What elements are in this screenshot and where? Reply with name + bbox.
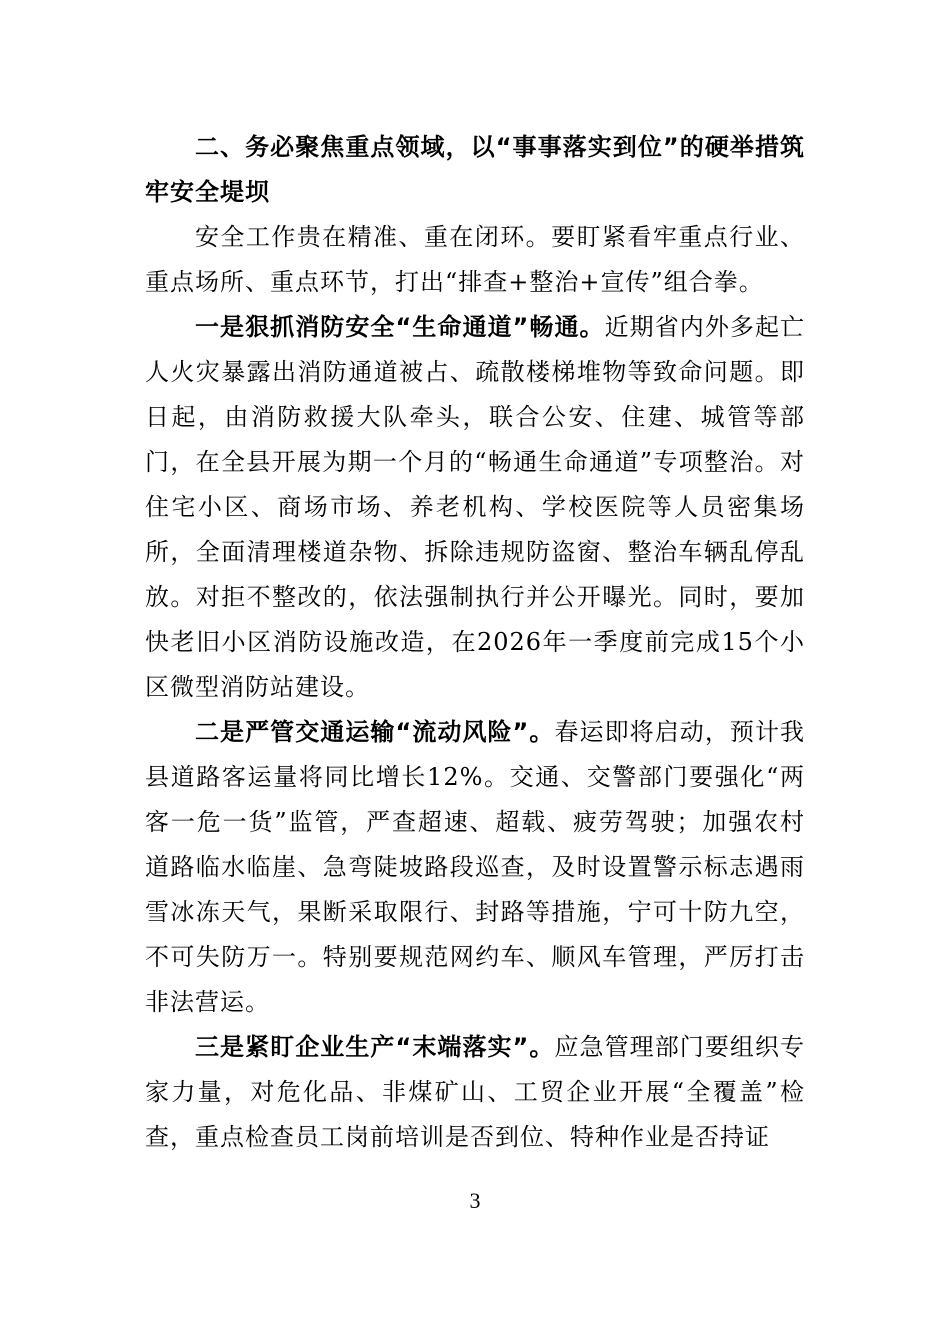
paragraph-lead: 二是严管交通运输“流动风险”。 (195, 718, 555, 746)
section-intro: 安全工作贵在精准、重在闭环。要盯紧看牢重点行业、重点场所、重点环节，打出“排查+整治+宣传”组合拳。 (145, 223, 805, 296)
paragraph-body: 春运即将启动，预计我县道路客运量将同比增长12%。交通、交警部门要强化“两客一危一货”监管，严查超速、超载、疲劳驾驶；加强农村道路临水临崖、急弯陡坡路段巡查，及时设置警示标志遇雨雪冰冻天气，果断采取限行、封路等措施，宁可十防九空，不可失防万一。特别要规范网约车、顺风车管理，严厉打击非法营运。 (145, 718, 806, 1016)
document-body (145, 125, 805, 1160)
paragraph-lead: 三是紧盯企业生产“末端落实”。 (195, 1033, 555, 1061)
paragraph-item-2 (145, 710, 805, 1025)
paragraph-body: 应急管理部门要组织专家力量，对危化品、非煤矿山、工贸企业开展“全覆盖”检查，重点检查员工岗前培训是否到位、特种作业是否持证 (145, 1033, 806, 1151)
section-heading: 二、务必聚焦重点领域，以“事事落实到位”的硬举措筑牢安全堤坝 (145, 133, 805, 206)
paragraph-item-1 (145, 305, 805, 710)
paragraph-body: 近期省内外多起亡人火灾暴露出消防通道被占、疏散楼梯堆物等致命问题。即日起，由消防救援大队牵头，联合公安、住建、城管等部门，在全县开展为期一个月的“畅通生命通道”专项整治。对住宅小区、商场市场、养老机构、学校医院等人员密集场所，全面清理楼道杂物、拆除违规防盗窗、整治车辆乱停乱放。对拒不整改的，依法强制执行并公开曝光。同时，要加快老旧小区消防设施改造，在2026年一季度前完成15个小区微型消防站建设。 (145, 313, 806, 701)
page-number: 3 (469, 1188, 481, 1213)
paragraph-item-3 (145, 1025, 805, 1160)
paragraph-lead: 一是狠抓消防安全“生命通道”畅通。 (195, 313, 605, 341)
